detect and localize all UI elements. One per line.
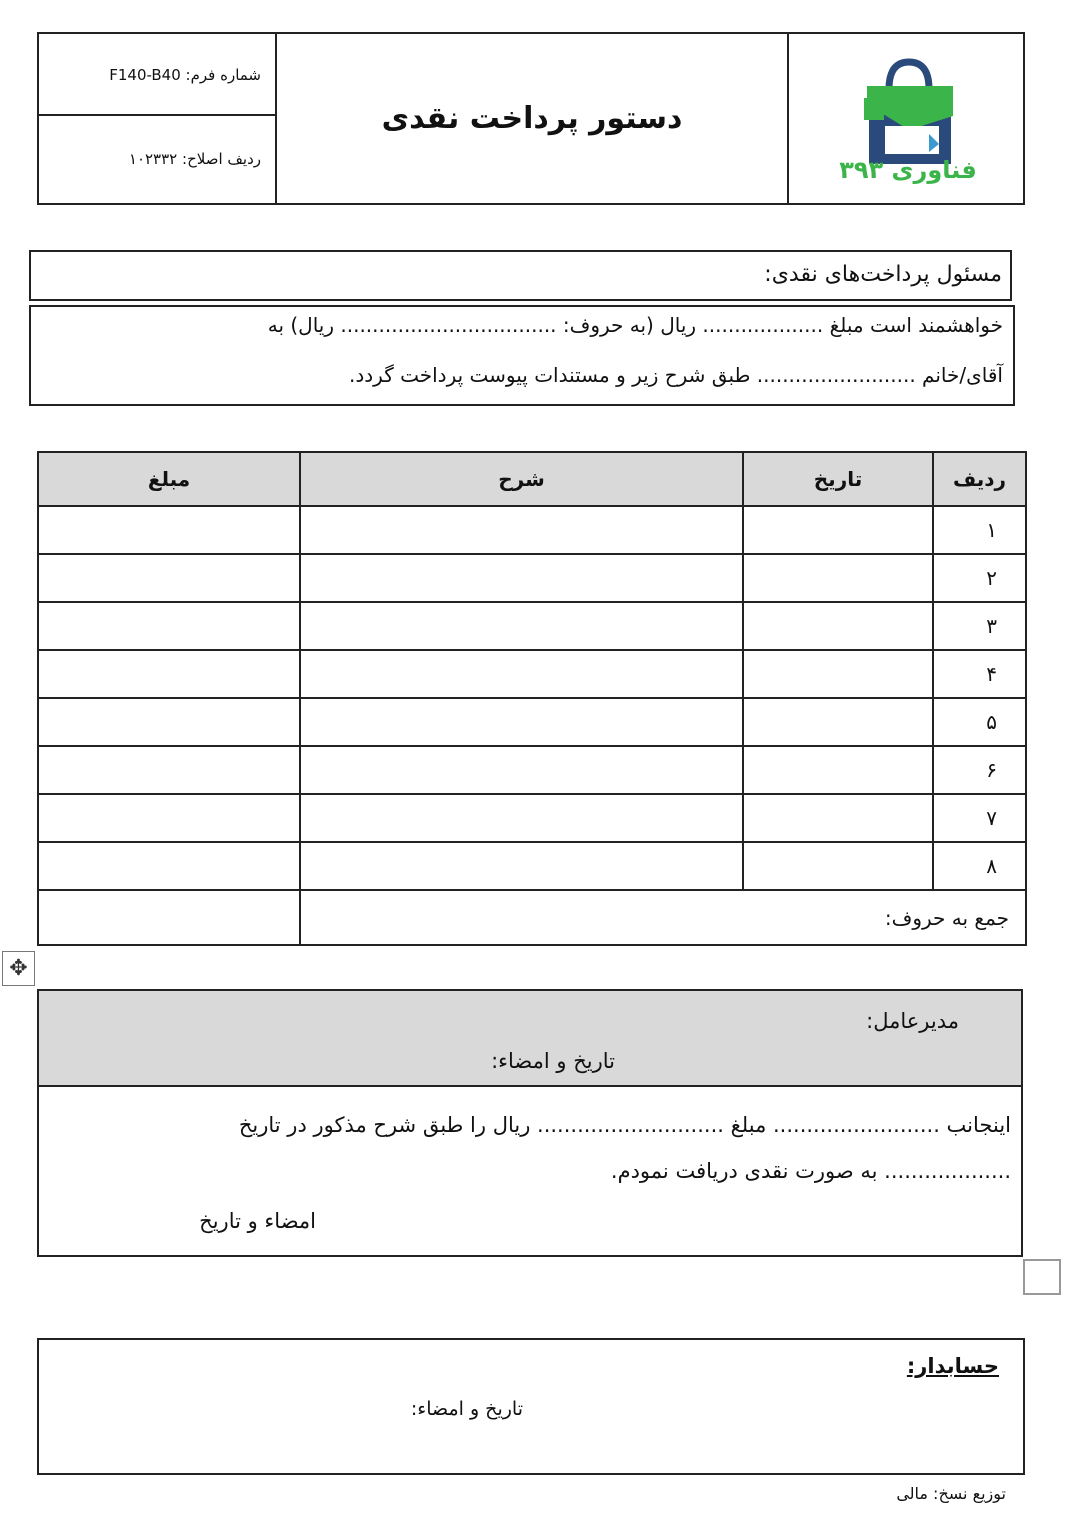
accountant-section bbox=[37, 1338, 1025, 1475]
table-row bbox=[38, 794, 1026, 842]
date-cell[interactable] bbox=[743, 842, 933, 890]
date-cell[interactable] bbox=[743, 506, 933, 554]
table-row bbox=[38, 746, 1026, 794]
sum-in-words-label: جمع به حروف: bbox=[300, 890, 1026, 945]
table-row bbox=[38, 602, 1026, 650]
request-line-2: آقای/خانم ......................... طبق شرح زیر و مستندات پیوست پرداخت گردد. bbox=[349, 363, 1003, 387]
table-row bbox=[38, 554, 1026, 602]
responsible-label: مسئول پرداخت‌های نقدی: bbox=[764, 262, 1002, 287]
amount-cell[interactable] bbox=[38, 602, 300, 650]
date-cell[interactable] bbox=[743, 554, 933, 602]
table-header-row bbox=[38, 452, 1026, 506]
sign-and-date: امضاء و تاریخ bbox=[199, 1209, 316, 1233]
row-number: ۷ bbox=[933, 794, 1026, 842]
payment-table bbox=[37, 451, 1027, 946]
amount-cell[interactable] bbox=[38, 554, 300, 602]
description-cell[interactable] bbox=[300, 842, 743, 890]
table-row bbox=[38, 842, 1026, 890]
receipt-line-1: اینجانب ......................... مبلغ ............................ ریال را طبق شرح مذکور در تاریخ bbox=[238, 1113, 1011, 1137]
accountant-title: حسابدار: bbox=[906, 1354, 999, 1378]
row-number: ۵ bbox=[933, 698, 1026, 746]
checkbox[interactable] bbox=[1023, 1259, 1061, 1295]
col-header-date: تاریخ bbox=[743, 452, 933, 506]
amount-cell[interactable] bbox=[38, 794, 300, 842]
request-box bbox=[29, 305, 1015, 406]
form-number-cell bbox=[39, 34, 275, 116]
date-cell[interactable] bbox=[743, 602, 933, 650]
amount-cell[interactable] bbox=[38, 746, 300, 794]
accountant-date-sign: تاریخ و امضاء: bbox=[410, 1398, 523, 1420]
row-number: ۱ bbox=[933, 506, 1026, 554]
amount-cell[interactable] bbox=[38, 842, 300, 890]
revision-cell bbox=[39, 116, 275, 203]
description-cell[interactable] bbox=[300, 554, 743, 602]
form-meta bbox=[39, 34, 277, 203]
table-row bbox=[38, 698, 1026, 746]
description-cell[interactable] bbox=[300, 650, 743, 698]
description-cell[interactable] bbox=[300, 506, 743, 554]
manager-title: مدیرعامل: bbox=[866, 1009, 959, 1033]
table-row bbox=[38, 506, 1026, 554]
row-number: ۲ bbox=[933, 554, 1026, 602]
manager-header bbox=[39, 991, 1021, 1087]
amount-cell[interactable] bbox=[38, 650, 300, 698]
date-cell[interactable] bbox=[743, 746, 933, 794]
row-number: ۶ bbox=[933, 746, 1026, 794]
description-cell[interactable] bbox=[300, 698, 743, 746]
date-cell[interactable] bbox=[743, 698, 933, 746]
description-cell[interactable] bbox=[300, 746, 743, 794]
col-header-row: ردیف bbox=[933, 452, 1026, 506]
description-cell[interactable] bbox=[300, 794, 743, 842]
manager-section bbox=[37, 989, 1023, 1257]
form-number-label: شماره فرم: bbox=[185, 66, 261, 84]
logo-text: فناوری ۳۹۳ bbox=[839, 156, 977, 184]
table-row bbox=[38, 650, 1026, 698]
distribution-note: توزیع نسخ: مالی bbox=[896, 1484, 1006, 1503]
manager-date-sign: تاریخ و امضاء: bbox=[491, 1049, 615, 1073]
col-header-description: شرح bbox=[300, 452, 743, 506]
amount-cell[interactable] bbox=[38, 698, 300, 746]
row-number: ۳ bbox=[933, 602, 1026, 650]
page-title: دستور پرداخت نقدی bbox=[277, 34, 789, 203]
date-cell[interactable] bbox=[743, 650, 933, 698]
company-logo bbox=[789, 34, 1023, 203]
sum-row bbox=[38, 890, 1026, 945]
row-number: ۸ bbox=[933, 842, 1026, 890]
sum-amount-cell[interactable] bbox=[38, 890, 300, 945]
form-header bbox=[37, 32, 1025, 205]
row-number: ۴ bbox=[933, 650, 1026, 698]
amount-cell[interactable] bbox=[38, 506, 300, 554]
receipt-line-2: ................... به صورت نقدی دریافت نمودم. bbox=[610, 1159, 1011, 1183]
responsible-box bbox=[29, 250, 1012, 301]
revision-label: ردیف اصلاح: bbox=[182, 150, 261, 168]
date-cell[interactable] bbox=[743, 794, 933, 842]
form-number: F140-B40 bbox=[109, 66, 181, 84]
request-line-1: خواهشمند است مبلغ ................... ریال (به حروف: .................................. ریال) به bbox=[267, 313, 1003, 337]
description-cell[interactable] bbox=[300, 602, 743, 650]
move-icon[interactable]: ✥ bbox=[2, 951, 35, 986]
col-header-amount: مبلغ bbox=[38, 452, 300, 506]
revision-number: ۱۰۲۳۳۲ bbox=[128, 150, 178, 168]
